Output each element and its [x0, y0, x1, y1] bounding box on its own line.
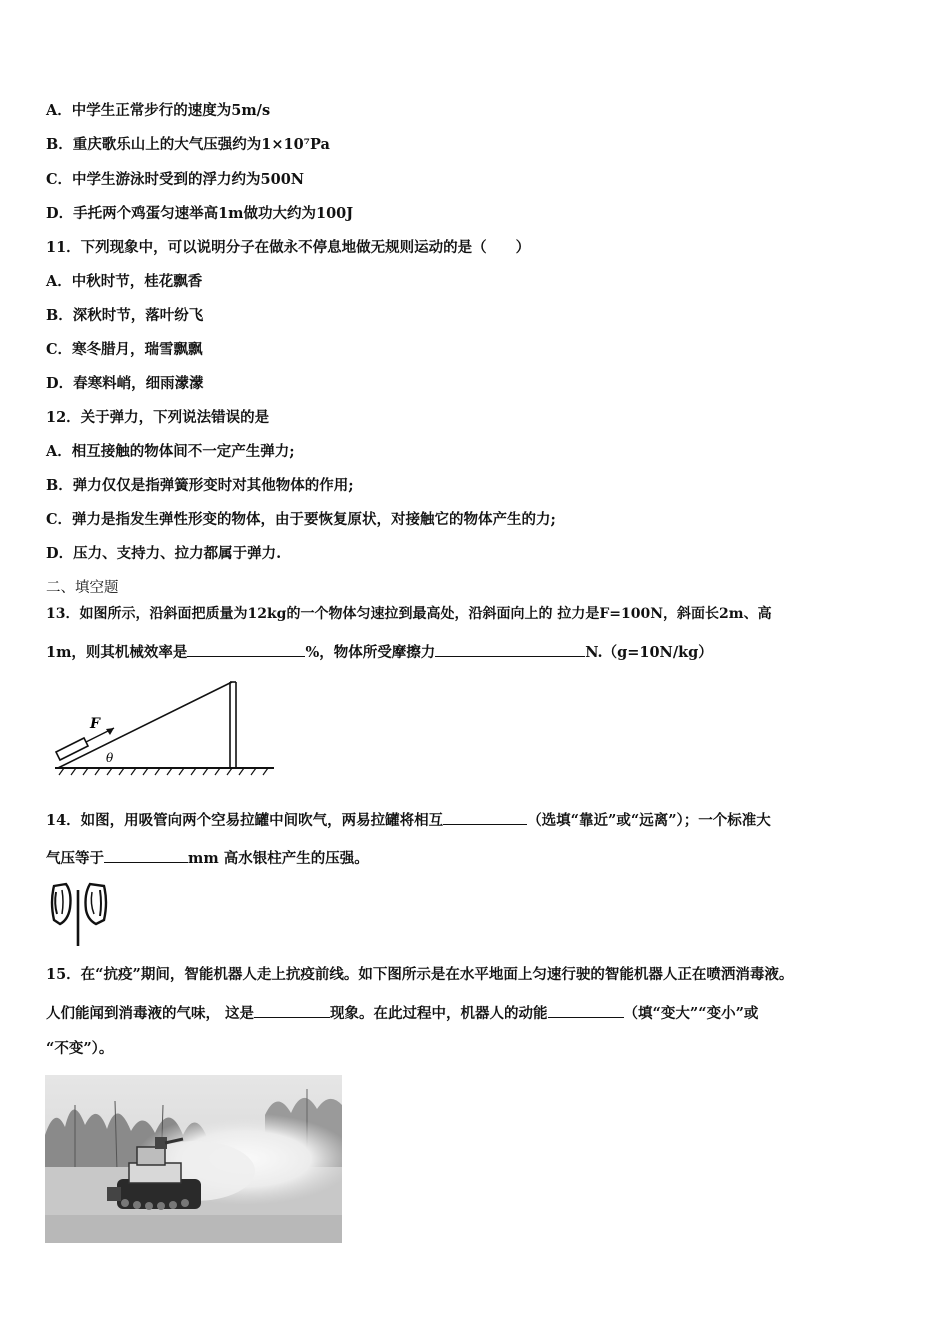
q15-text-a: 人们能闻到消毒液的气味， 这是 — [46, 1005, 255, 1022]
q15-robot-photo — [45, 1075, 342, 1243]
q15-line1: 15．在“抗疫”期间，智能机器人走上抗疫前线。如下图所示是在水平地面上匀速行驶的智能机器人正在喷洒消毒液。 — [46, 966, 794, 983]
q10-option-a: A．中学生正常步行的速度为5m/s — [46, 102, 271, 119]
q10-option-c: C．中学生游泳时受到的浮力约为500N — [46, 171, 305, 188]
q14-text-d: mm 高水银柱产生的压强。 — [188, 850, 369, 867]
section-title: 二、填空题 — [46, 580, 119, 596]
q15-energy-blank[interactable] — [548, 1003, 624, 1018]
q13-text-a: 1m，则其机械效率是 — [46, 644, 188, 661]
q13-friction-blank[interactable] — [435, 642, 585, 657]
q14-direction-blank[interactable] — [443, 810, 527, 825]
force-label: F — [90, 716, 100, 732]
q11-option-a: A．中秋时节，桂花飘香 — [46, 273, 203, 290]
can-right — [86, 884, 107, 924]
q14-text-c: 气压等于 — [46, 850, 104, 867]
q11-option-c: C．寒冬腊月，瑞雪飘飘 — [46, 341, 203, 358]
q15-line2 — [46, 1003, 758, 1023]
q14-cans-figure — [48, 880, 112, 948]
q14-pressure-blank[interactable] — [104, 848, 188, 863]
q10-option-d: D．手托两个鸡蛋匀速举高1m做功大约为100J — [46, 205, 354, 222]
q11-stem: 11．下列现象中，可以说明分子在做永不停息地做无规则运动的是（ ） — [46, 239, 531, 256]
q13-line2 — [46, 642, 713, 662]
q15-text-c: （填“变大”“变小”或 — [623, 1005, 759, 1022]
q13-incline-figure — [50, 676, 278, 780]
q13-text-c: N.（g=10N/kg） — [585, 644, 713, 661]
q15-text-b: 现象。在此过程中，机器人的动能 — [330, 1005, 548, 1022]
q12-option-b: B．弹力仅仅是指弹簧形变时对其他物体的作用; — [46, 477, 354, 494]
q13-line1: 13．如图所示，沿斜面把质量为12kg的一个物体匀速拉到最高处，沿斜面向上的 拉力是F=100N，斜面长2m、高 — [46, 606, 772, 622]
block — [56, 738, 88, 760]
q15-line3: “不变”）。 — [46, 1040, 114, 1057]
q13-efficiency-blank[interactable] — [187, 642, 305, 657]
q12-option-d: D．压力、支持力、拉力都属于弹力. — [46, 545, 282, 562]
q14-line1 — [46, 810, 771, 830]
q12-option-c: C．弹力是指发生弹性形变的物体，由于要恢复原状，对接触它的物体产生的力; — [46, 511, 556, 528]
q12-option-a: A．相互接触的物体间不一定产生弹力; — [46, 443, 295, 460]
q14-text-b: （选填“靠近”或“远离”）；一个标准大 — [527, 812, 771, 829]
q11-option-b: B．深秋时节，落叶纷飞 — [46, 307, 204, 324]
q14-line2 — [46, 848, 369, 868]
q14-text-a: 14．如图，用吸管向两个空易拉罐中间吹气，两易拉罐将相互 — [46, 812, 444, 829]
ground-hatching — [59, 768, 268, 775]
q15-phenomenon-blank[interactable] — [254, 1003, 330, 1018]
q12-stem: 12．关于弹力，下列说法错误的是 — [46, 409, 270, 426]
incline-surface — [58, 682, 232, 768]
angle-label: θ — [106, 751, 114, 765]
q13-text-b: %，物体所受摩擦力 — [305, 644, 436, 661]
q10-option-b: B．重庆歌乐山上的大气压强约为1×10⁷Pa — [46, 136, 330, 153]
q11-option-d: D．春寒料峭，细雨濛濛 — [46, 375, 204, 392]
